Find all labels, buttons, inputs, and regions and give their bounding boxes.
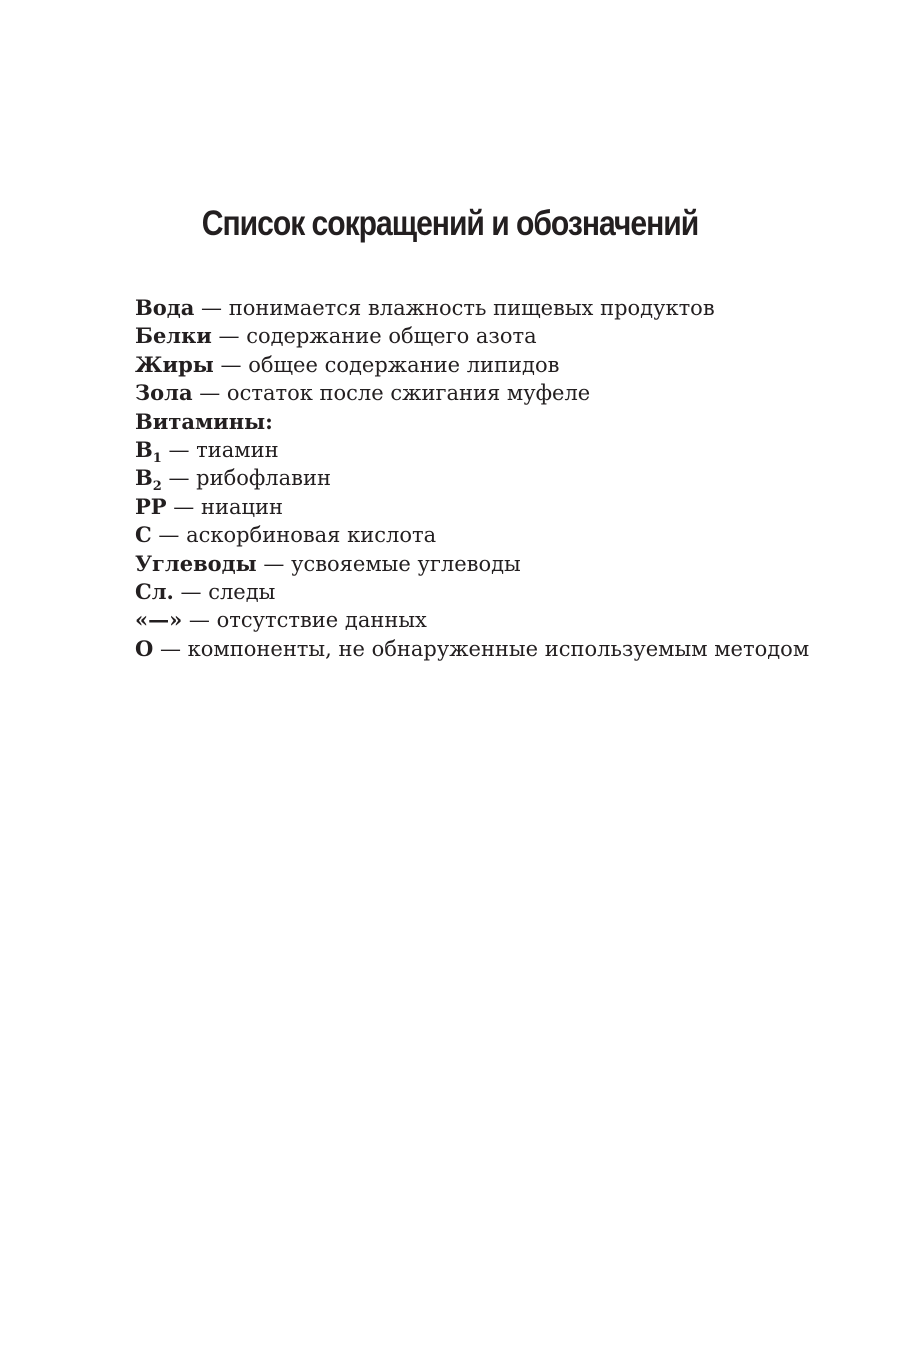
entry-term: Белки (135, 323, 212, 349)
list-item (135, 322, 855, 350)
entry-term: Углеводы (135, 550, 257, 576)
entry-subscript: 1 (152, 450, 162, 466)
section-heading-vitamins: Витамины: (135, 408, 273, 434)
list-item (135, 606, 855, 634)
entry-definition: — остаток после сжигания муфеле (192, 381, 591, 406)
entry-term: «—» (135, 607, 183, 633)
entry-definition: — отсутствие данных (182, 608, 427, 633)
list-item (135, 578, 855, 606)
entry-term: О (135, 635, 154, 661)
entry-definition: — компоненты, не обнаруженные используемым методом (153, 636, 810, 661)
entry-definition: — следы (173, 579, 276, 604)
list-item (135, 351, 855, 379)
entry-definition: — рибофлавин (161, 466, 331, 491)
abbreviations-list (135, 294, 855, 663)
entry-term: Зола (135, 380, 193, 406)
entry-term: B (135, 465, 153, 491)
list-item (135, 379, 855, 407)
list-item (135, 436, 855, 464)
entry-definition: — аскорбиновая кислота (151, 523, 437, 548)
entry-term: PP (135, 493, 167, 519)
entry-definition: — ниацин (166, 494, 283, 519)
list-item (135, 408, 855, 436)
entry-term: Сл. (135, 578, 174, 604)
entry-term: Вода (135, 295, 195, 320)
entry-definition: — содержание общего азота (211, 324, 537, 349)
entry-definition: — общее содержание липидов (213, 352, 560, 377)
list-item (135, 294, 855, 322)
entry-term: C (135, 522, 152, 548)
list-item (135, 635, 855, 663)
entry-definition: — понимается влажность пищевых продуктов (194, 296, 715, 320)
entry-subscript: 2 (152, 479, 162, 495)
entry-term: Жиры (135, 351, 214, 377)
entry-term: B (135, 436, 153, 462)
entry-definition: — усвояемые углеводы (256, 551, 521, 576)
list-item (135, 521, 855, 549)
list-item (135, 464, 855, 495)
page-title: Список сокращений и обозначений (201, 204, 699, 243)
list-item (135, 493, 855, 521)
entry-definition: — тиамин (161, 437, 279, 462)
list-item (135, 550, 855, 578)
